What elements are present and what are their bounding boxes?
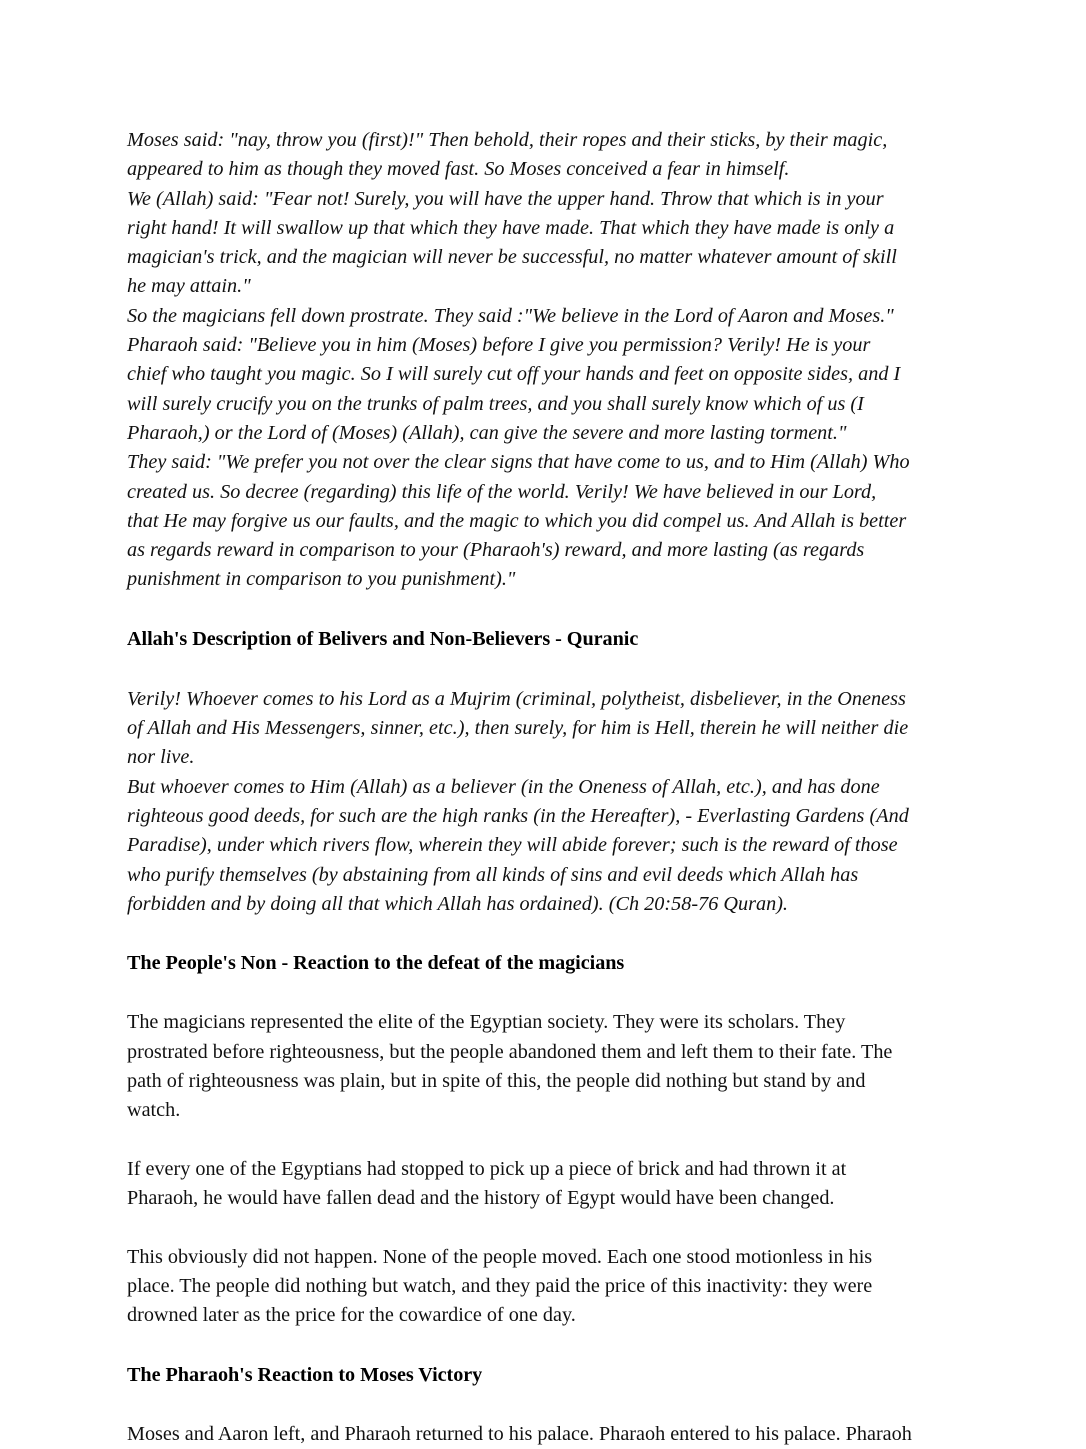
body-paragraph-cowardice: [127, 1243, 961, 1331]
text-line: Moses said: "nay, throw you (first)!" Then behold, their ropes and their sticks, by their magic,: [127, 129, 888, 151]
text-line: Pharaoh, he would have fallen dead and the history of Egypt would have been changed.: [127, 1187, 835, 1210]
spacer: [127, 654, 961, 685]
quote-block-moses-magicians: [127, 126, 961, 595]
section-heading-allahs-description: Allah's Description of Belivers and Non-Believers - Quranic: [127, 627, 639, 650]
spacer: [127, 919, 961, 949]
body-paragraph-moses-aaron-left: [127, 1420, 961, 1449]
text-line: path of righteousness was plain, but in spite of this, the people did nothing but stand by and: [127, 1069, 866, 1092]
text-line: place. The people did nothing but watch, and they paid the price of this inactivity: they were: [127, 1274, 873, 1297]
spacer: [127, 1126, 961, 1155]
spacer: [127, 595, 961, 625]
text-line: They said: "We prefer you not over the clear signs that have come to us, and to Him (Allah) Who: [127, 451, 910, 474]
text-line: as regards reward in comparison to your (Pharaoh's) reward, and more lasting (as regards: [127, 539, 865, 562]
text-line: We (Allah) said: "Fear not! Surely, you will have the upper hand. Throw that which is in your: [127, 187, 884, 210]
text-line: Pharaoh said: "Believe you in him (Moses) before I give you permission? Verily! He is your: [127, 334, 871, 357]
text-line: But whoever comes to Him (Allah) as a believer (in the Oneness of Allah, etc.), and has done: [127, 775, 880, 798]
text-line: of Allah and His Messengers, sinner, etc.), then surely, for him is Hell, therein he will neither die: [127, 717, 909, 740]
text-line: Moses and Aaron left, and Pharaoh returned to his palace. Pharaoh entered to his palace. Pharaoh: [127, 1422, 912, 1445]
spacer: [127, 978, 961, 1008]
text-line: Paradise), under which rivers flow, wherein they will abide forever; such is the reward of those: [127, 834, 898, 857]
text-line: who purify themselves (by abstaining from all kinds of sins and evil deeds which Allah has: [127, 863, 859, 886]
text-line: Pharaoh,) or the Lord of (Moses) (Allah), can give the severe and more lasting torment.": [127, 421, 847, 444]
section-heading-peoples-non-reaction: The People's Non - Reaction to the defeat of the magicians: [127, 952, 625, 975]
text-line: punishment in comparison to you punishment).": [127, 568, 516, 591]
text-line: drowned later as the price for the cowardice of one day.: [127, 1304, 576, 1327]
text-line: will surely crucify you on the trunks of palm trees, and you shall surely know which of us (I: [127, 392, 864, 415]
text-line: nor live.: [127, 746, 195, 769]
text-line: This obviously did not happen. None of the people moved. Each one stood motionless in his: [127, 1245, 873, 1268]
text-line: magician's trick, and the magician will never be successful, no matter whatever amount of skill: [127, 246, 897, 269]
text-line: he may attain.": [127, 275, 251, 298]
text-line: appeared to him as though they moved fast. So Moses conceived a fear in himself.: [127, 158, 790, 181]
text-line: forbidden and by doing all that which Allah has ordained). (Ch 20:58-76 Quran).: [127, 892, 789, 915]
text-line: So the magicians fell down prostrate. They said :"We believe in the Lord of Aaron and Moses.": [127, 304, 894, 327]
text-line: Verily! Whoever comes to his Lord as a Mujrim (criminal, polytheist, disbeliever, in the Oneness: [127, 687, 906, 710]
text-line: chief who taught you magic. So I will surely cut off your hands and feet on opposite sides, and I: [127, 363, 901, 386]
body-paragraph-piece-of-brick: [127, 1155, 961, 1214]
section-heading-pharaohs-reaction: The Pharaoh's Reaction to Moses Victory: [127, 1363, 483, 1386]
text-line: created us. So decree (regarding) this life of the world. Verily! We have believed in our Lord,: [127, 480, 877, 503]
text-line: that He may forgive us our faults, and the magic to which you did compel us. And Allah is better: [127, 509, 907, 532]
text-column: [127, 126, 961, 1449]
spacer: [127, 1331, 961, 1361]
quote-block-believers-nonbelievers: [127, 685, 961, 919]
text-line: watch.: [127, 1099, 181, 1122]
text-line: prostrated before righteousness, but the people abandoned them and left them to their fate. The: [127, 1040, 893, 1063]
spacer: [127, 1214, 961, 1243]
text-line: If every one of the Egyptians had stopped to pick up a piece of brick and had thrown it at: [127, 1157, 847, 1180]
body-paragraph-magicians-elite: [127, 1008, 961, 1126]
text-line: right hand! It will swallow up that which they have made. That which they have made is only a: [127, 216, 895, 239]
text-line: The magicians represented the elite of the Egyptian society. They were its scholars. They: [127, 1011, 846, 1034]
text-line: righteous good deeds, for such are the high ranks (in the Hereafter), - Everlasting Gardens (And: [127, 804, 909, 827]
